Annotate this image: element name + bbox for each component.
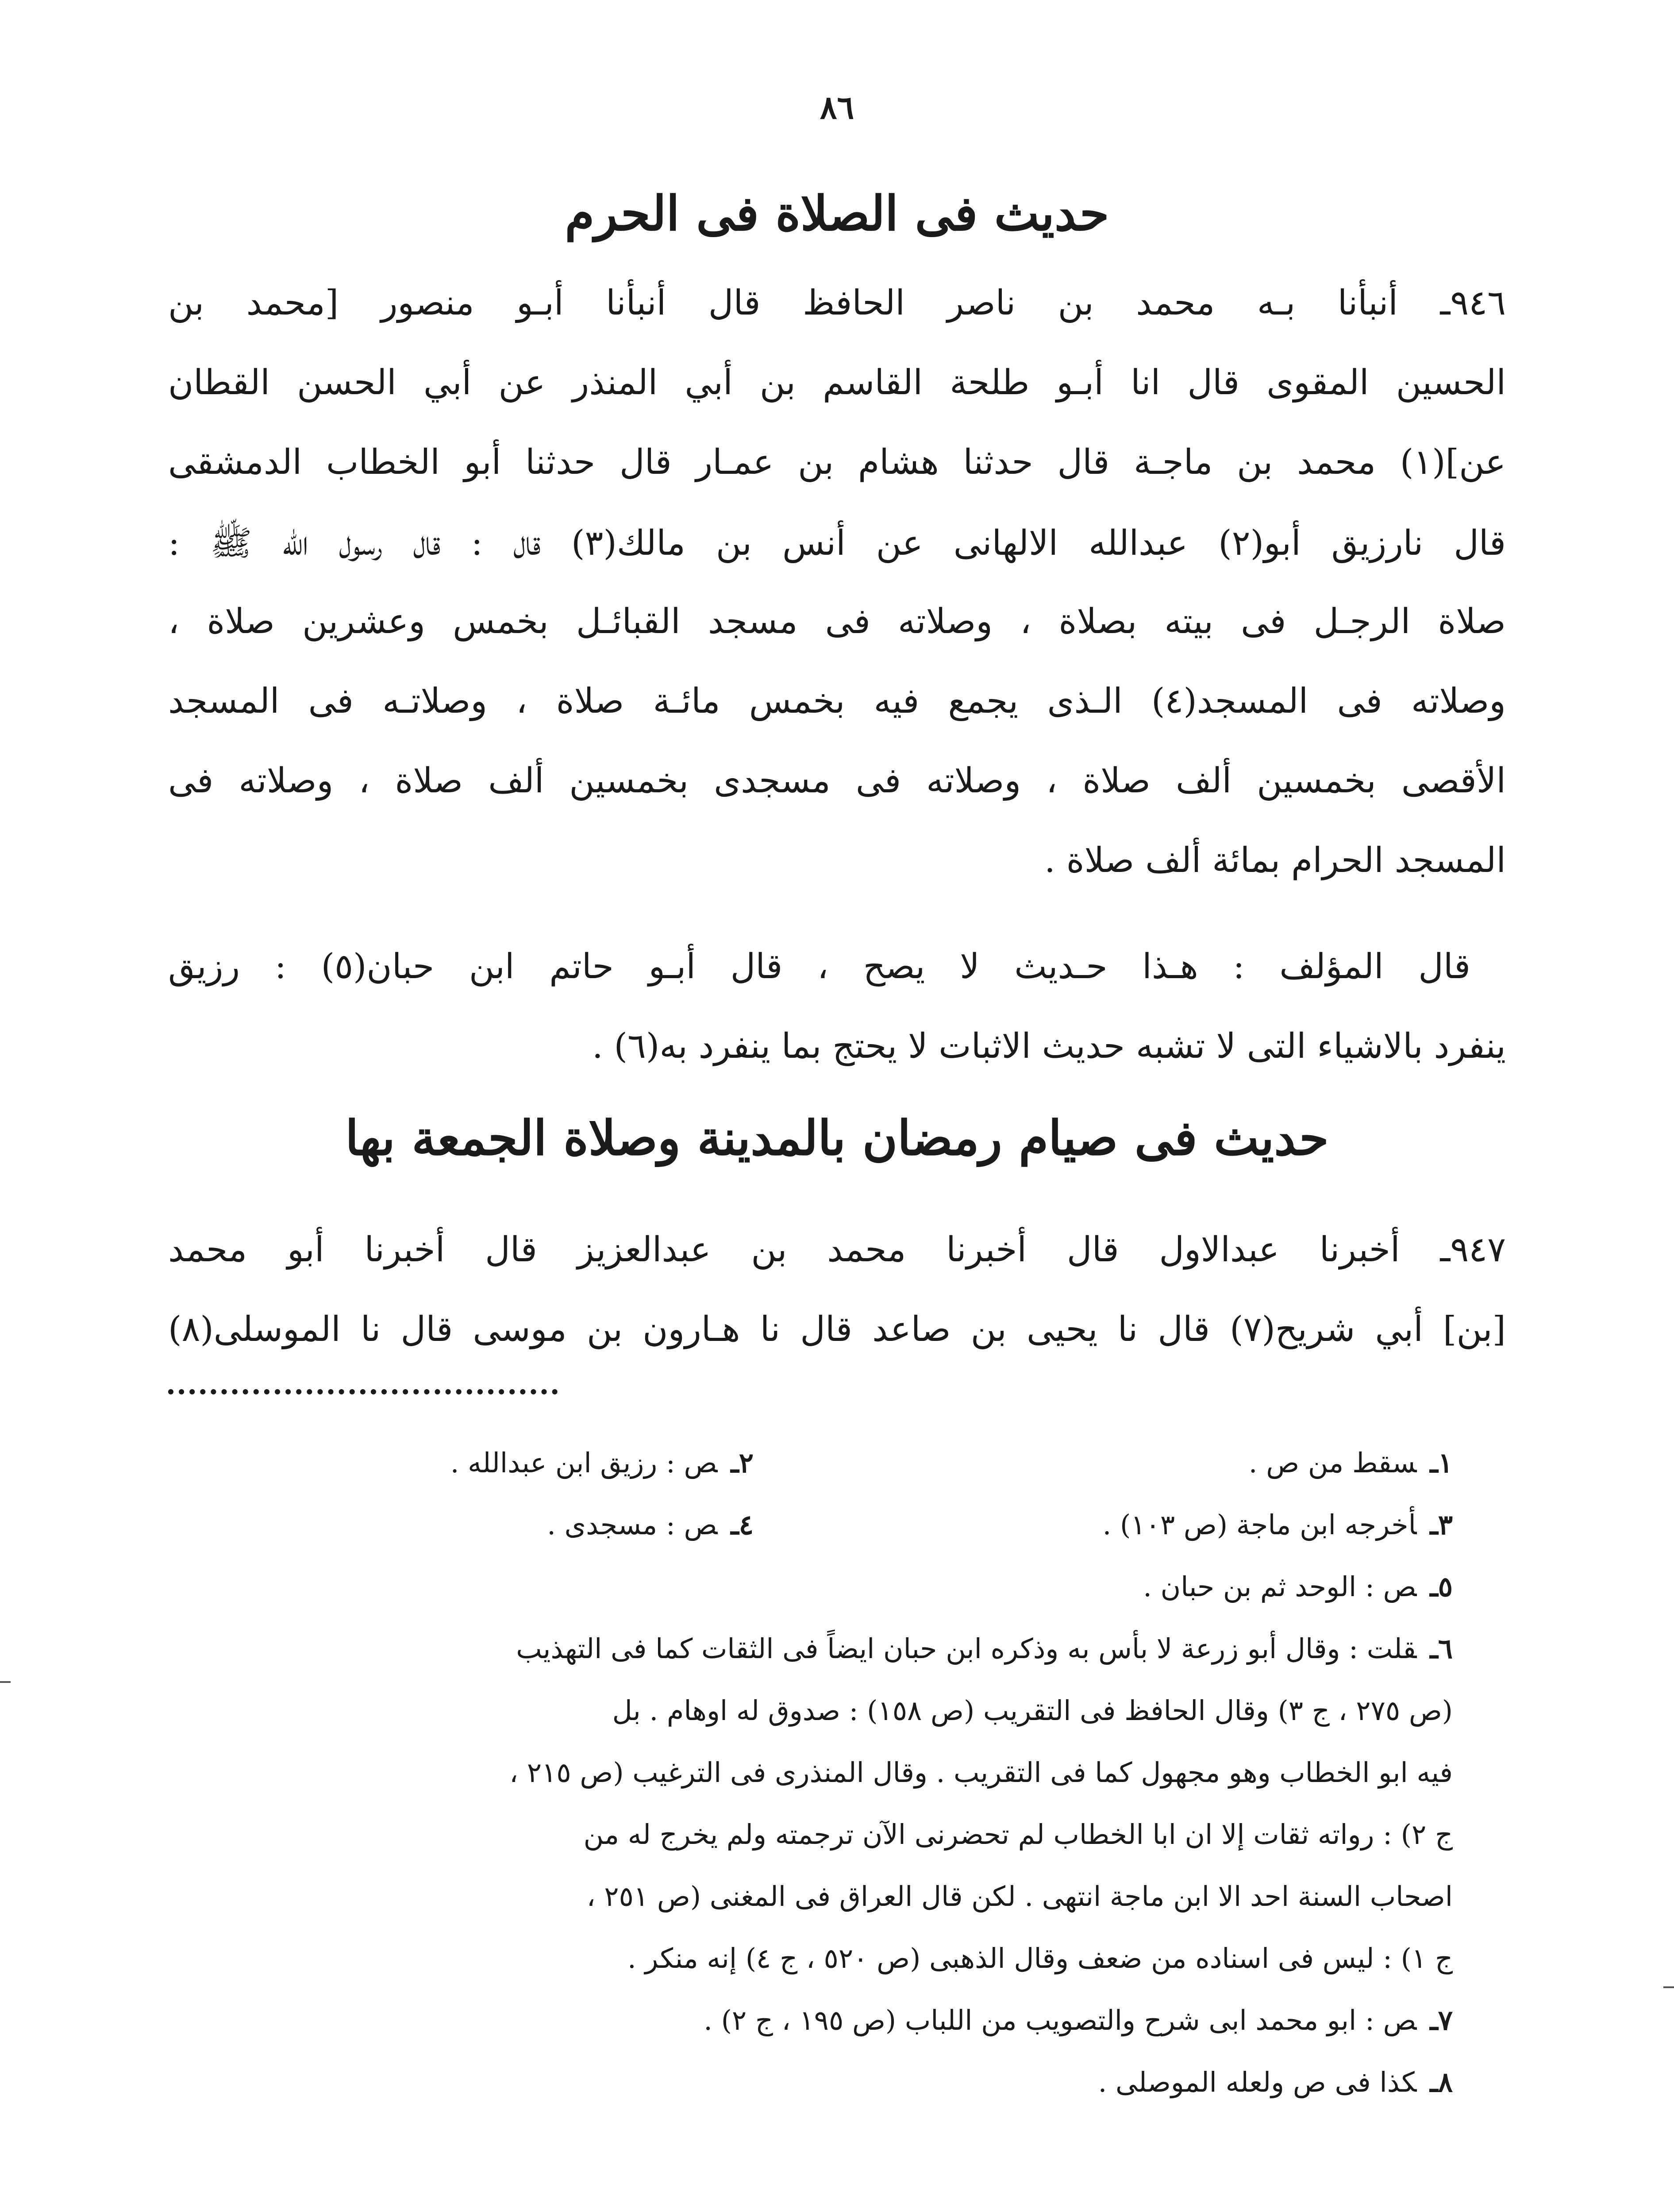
footnote-6-line-6: ج ١) : ليس فى اسناده من ضعف وقال الذهبى (ص ٥٢٠ ، ج ٤) إنه منكر . <box>627 1942 1453 1974</box>
hadith-946-line-4: قال نارزيق أبو(٢) عبدالله الالهانى عن أنس بن مالك(٣) قال : قال رسول الله ﷺ : <box>168 523 1506 563</box>
hadith-946-line-8: المسجد الحرام بمائة ألف صلاة . <box>1044 841 1506 880</box>
footnote-divider <box>168 1389 558 1394</box>
footnote-8 <box>168 2066 1453 2110</box>
document-page <box>168 0 1506 2212</box>
footnote-text: ص : ابو محمد ابى شرح والتصويب من اللباب (ص ١٩٥ ، ج ٢) . <box>704 2004 1417 2036</box>
footnote-text: أخرجه ابن ماجة (ص ١٠٣) . <box>1102 1509 1417 1541</box>
footnote-number: ١ـ <box>1430 1447 1453 1479</box>
section-title-prayer-in-haram: حديث فى الصلاة فى الحرم <box>565 186 1109 242</box>
hadith-946-line-5: صلاة الرجـل فى بيته بصلاة ، وصلاته فى مسجد القبائـل بخمس وعشرين صلاة ، <box>168 602 1506 641</box>
hadith-946-line-1: ٩٤٦ـ أنبأنا بـه محمد بن ناصر الحافظ قال أنبأنا أبـو منصور [محمد بن <box>168 283 1506 323</box>
page-number: ٨٦ <box>820 88 854 126</box>
scan-edge-mark <box>0 1681 11 1683</box>
hadith-946-line-7: الأقصى بخمسين ألف صلاة ، وصلاته فى مسجدى بخمسين ألف صلاة ، وصلاته فى <box>168 761 1506 801</box>
footnote-6-line-1 <box>168 1632 1453 1677</box>
footnote-7 <box>168 2004 1453 2048</box>
hadith-946-line-2: الحسين المقوى قال انا أبـو طلحة القاسم بن أبي المنذر عن أبي الحسن القطان <box>168 363 1506 403</box>
hadith-946-line-3: عن](١) محمد بن ماجـة قال حدثنا هشام بن عمـار قال حدثنا أبو الخطاب الدمشقى <box>168 442 1506 482</box>
footnote-1 <box>922 1447 1453 1491</box>
footnote-text: ص : مسجدى . <box>547 1509 718 1541</box>
footnote-number: ٦ـ <box>1430 1632 1453 1665</box>
footnote-text: كذا فى ص ولعله الموصلى . <box>1098 2066 1417 2098</box>
footnote-6-line-4: ج ٢) : رواته ثقات إلا ان ابا الخطاب لم تحضرنى الآن ترجمته ولم يخرج له من <box>583 1818 1453 1851</box>
section-title-ramadan-madinah: حديث فى صيام رمضان بالمدينة وصلاة الجمعة بها <box>345 1110 1329 1166</box>
footnote-text: سقط من ص . <box>1248 1447 1417 1479</box>
footnote-number: ٨ـ <box>1430 2066 1453 2098</box>
footnote-3 <box>922 1509 1453 1553</box>
footnote-number: ٧ـ <box>1430 2004 1453 2036</box>
scan-edge-mark <box>1663 1986 1674 1988</box>
footnote-text: ص : الوحد ثم بن حبان . <box>1143 1571 1417 1603</box>
footnote-number: ٢ـ <box>731 1447 754 1479</box>
footnote-5 <box>168 1571 1453 1615</box>
author-comment-line-2: ينفرد بالاشياء التى لا تشبه حديث الاثبات لا يحتج بما ينفرد به(٦) . <box>592 1026 1506 1066</box>
footnote-text: قلت : وقال أبو زرعة لا بأس به وذكره ابن حبان ايضاً فى الثقات كما فى التهذيب <box>516 1632 1417 1665</box>
footnote-4 <box>223 1509 754 1553</box>
footnote-2 <box>223 1447 754 1491</box>
author-comment-line-1: قال المؤلف : هـذا حـديث لا يصح ، قال أبـو حاتم ابن حبان(٥) : رزيق <box>168 947 1470 987</box>
hadith-947-line-2: [بن] أبي شريح(٧) قال نا يحيى بن صاعد قال نا هـارون بن موسى قال نا الموسلى(٨) <box>168 1310 1506 1349</box>
footnote-text: ص : رزيق ابن عبدالله . <box>450 1447 718 1479</box>
footnote-6-line-2: (ص ٢٧٥ ، ج ٣) وقال الحافظ فى التقريب (ص ١٥٨) : صدوق له اوهام . بل <box>612 1694 1453 1727</box>
hadith-946-line-6: وصلاته فى المسجد(٤) الـذى يجمع فيه بخمس مائـة صلاة ، وصلاتـه فى المسجد <box>168 681 1506 721</box>
footnote-number: ٥ـ <box>1430 1571 1453 1603</box>
footnote-6-line-3: فيه ابو الخطاب وهو مجهول كما فى التقريب . وقال المنذرى فى الترغيب (ص ٢١٥ ، <box>509 1756 1453 1789</box>
hadith-947-line-1: ٩٤٧ـ أخبرنا عبدالاول قال أخبرنا محمد بن عبدالعزيز قال أخبرنا أبو محمد <box>168 1230 1506 1270</box>
footnote-number: ٣ـ <box>1430 1509 1453 1541</box>
footnote-number: ٤ـ <box>731 1509 754 1541</box>
footnote-6-line-5: اصحاب السنة احد الا ابن ماجة انتهى . لكن قال العراق فى المغنى (ص ٢٥١ ، <box>586 1880 1453 1912</box>
